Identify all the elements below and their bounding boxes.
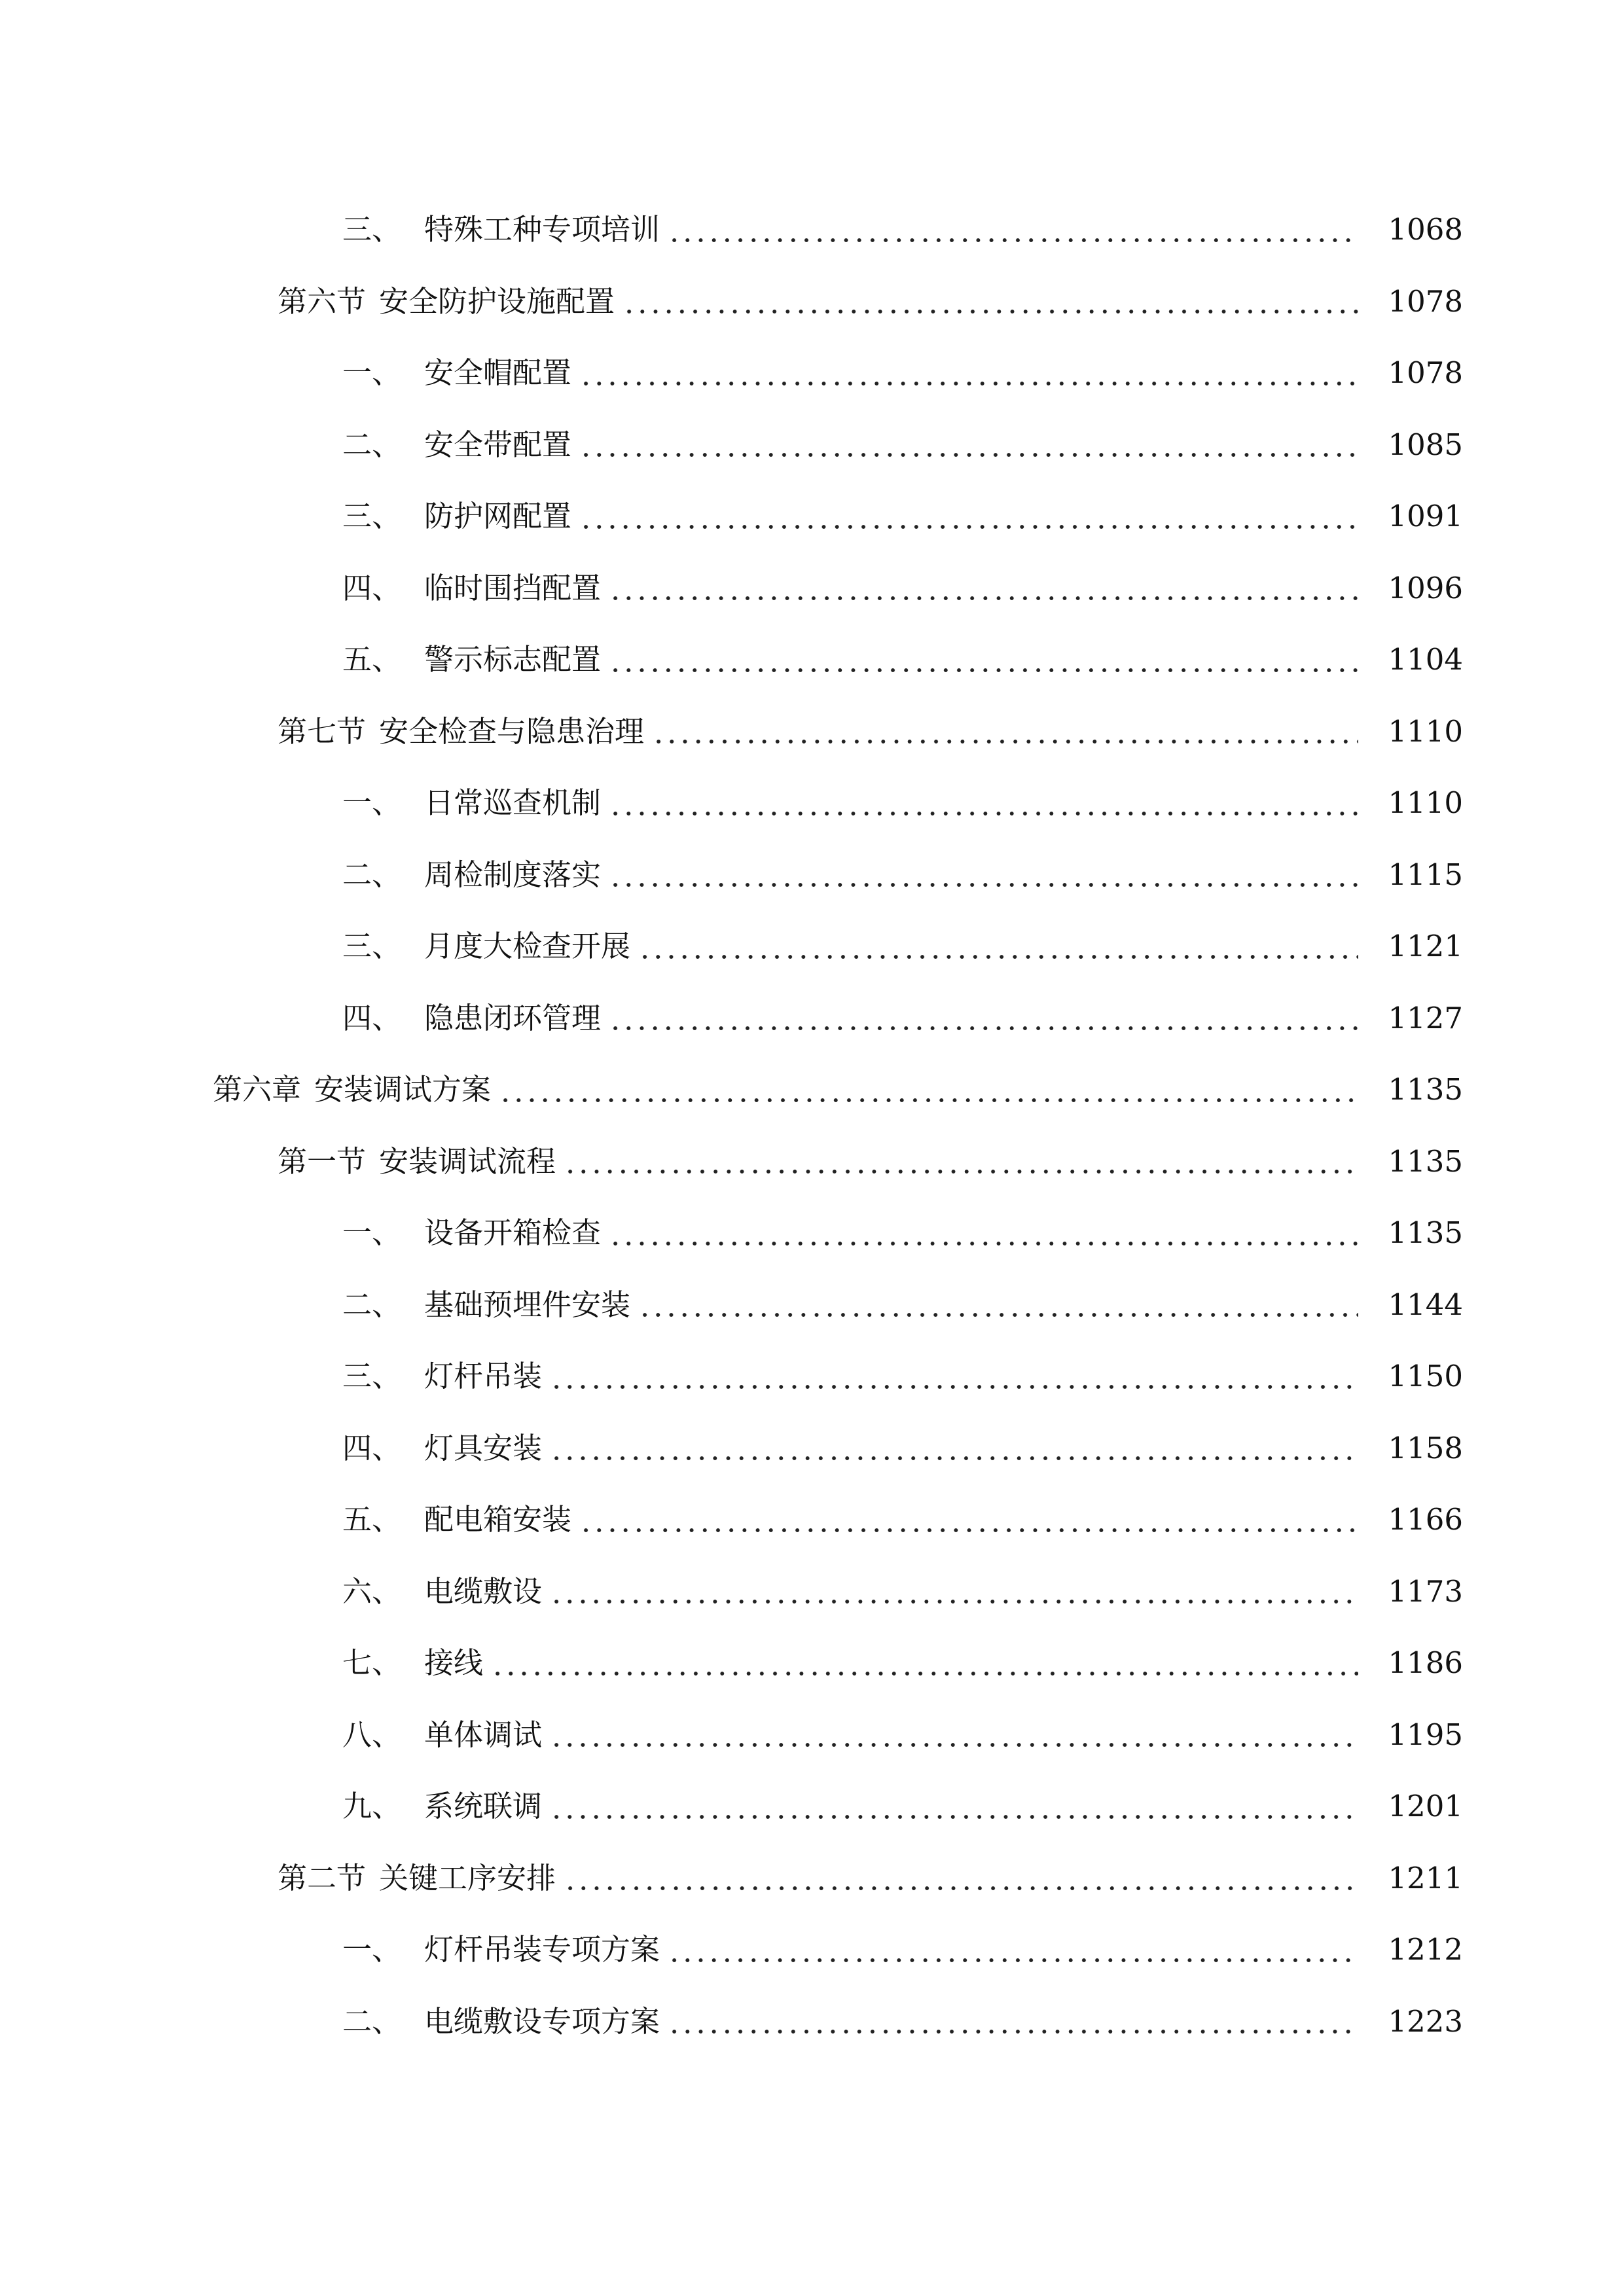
toc-entry-number: 一、: [342, 355, 402, 391]
toc-entry-label: [342, 785, 602, 821]
toc-entry-item[interactable]: [0, 910, 1624, 982]
toc-entry-title: 电缆敷设: [424, 1573, 543, 1609]
dot-leader: [550, 1792, 1358, 1821]
dot-leader: [609, 789, 1358, 817]
toc-entry-number: 第六章: [213, 1072, 302, 1107]
toc-entry-label: [342, 212, 660, 247]
toc-entry-number: 三、: [342, 212, 402, 247]
toc-entry-title: 设备开箱检查: [424, 1215, 602, 1251]
toc-entry-label: [342, 1573, 543, 1609]
toc-entry-page-number: 1104: [1388, 642, 1463, 677]
toc-entry-page-number: 1115: [1388, 857, 1463, 892]
toc-entry-item[interactable]: [0, 624, 1624, 696]
dot-leader: [652, 717, 1358, 745]
toc-entry-number: 第一节: [278, 1143, 367, 1179]
toc-entry-page-number: 1110: [1388, 785, 1463, 821]
toc-entry-label: [342, 1932, 660, 1967]
toc-entry-label: [342, 427, 572, 462]
toc-entry-title: 安全检查与隐患治理: [379, 713, 645, 749]
dot-leader: [550, 1720, 1358, 1749]
toc-entry-title: 配电箱安装: [424, 1502, 572, 1537]
toc-entry-section[interactable]: [0, 1842, 1624, 1914]
toc-entry-page-number: 1144: [1388, 1287, 1463, 1322]
toc-entry-section[interactable]: [0, 266, 1624, 338]
toc-entry-title: 警示标志配置: [424, 642, 602, 677]
toc-entry-item[interactable]: [0, 982, 1624, 1054]
toc-entry-title: 基础预埋件安装: [424, 1287, 631, 1322]
toc-entry-page-number: 1078: [1388, 355, 1463, 391]
dot-leader: [638, 932, 1358, 961]
toc-entry-title: 周检制度落实: [424, 857, 602, 892]
dot-leader: [623, 287, 1358, 315]
toc-entry-page-number: 1127: [1388, 1000, 1463, 1035]
toc-entry-number: 四、: [342, 1430, 402, 1465]
toc-entry-item[interactable]: [0, 1484, 1624, 1556]
toc-entry-title: 安全防护设施配置: [379, 283, 615, 319]
toc-entry-title: 安装调试流程: [379, 1143, 556, 1179]
toc-entry-title: 特殊工种专项培训: [424, 212, 660, 247]
toc-entry-label: [278, 713, 645, 749]
toc-entry-section[interactable]: [0, 696, 1624, 768]
toc-entry-label: [278, 1860, 556, 1895]
toc-entry-label: [278, 283, 615, 319]
toc-entry-item[interactable]: [0, 839, 1624, 911]
toc-entry-item[interactable]: [0, 1197, 1624, 1269]
toc-entry-page-number: 1173: [1388, 1573, 1463, 1609]
toc-entry-page-number: 1135: [1388, 1143, 1463, 1179]
dot-leader: [491, 1649, 1358, 1677]
toc-entry-item[interactable]: [0, 767, 1624, 839]
toc-entry-title: 安全帽配置: [424, 355, 572, 391]
toc-entry-number: 一、: [342, 1215, 402, 1251]
toc-entry-number: 四、: [342, 570, 402, 605]
toc-entry-number: 八、: [342, 1717, 402, 1752]
toc-entry-number: 一、: [342, 1932, 402, 1967]
toc-entry-page-number: 1150: [1388, 1359, 1463, 1394]
toc-entry-number: 三、: [342, 1359, 402, 1394]
toc-entry-number: 二、: [342, 427, 402, 462]
toc-entry-page-number: 1166: [1388, 1502, 1463, 1537]
toc-entry-title: 关键工序安排: [379, 1860, 556, 1895]
toc-entry-number: 三、: [342, 499, 402, 534]
toc-entry-title: 单体调试: [424, 1717, 543, 1752]
toc-entry-label: [278, 1143, 556, 1179]
toc-entry-page-number: 1135: [1388, 1215, 1463, 1251]
toc-entry-title: 月度大检查开展: [424, 929, 631, 964]
toc-entry-item[interactable]: [0, 409, 1624, 481]
toc-entry-item[interactable]: [0, 1340, 1624, 1412]
dot-leader: [579, 1505, 1358, 1534]
toc-entry-label: [342, 1789, 543, 1824]
toc-entry-item[interactable]: [0, 1770, 1624, 1842]
toc-entry-page-number: 1091: [1388, 499, 1463, 534]
toc-entry-item[interactable]: [0, 1627, 1624, 1699]
dot-leader: [668, 1935, 1358, 1964]
toc-entry-page-number: 1135: [1388, 1072, 1463, 1107]
toc-entry-item[interactable]: [0, 1699, 1624, 1771]
toc-entry-label: [342, 1287, 631, 1322]
dot-leader: [609, 1003, 1358, 1032]
toc-entry-item[interactable]: [0, 552, 1624, 624]
toc-entry-page-number: 1223: [1388, 2003, 1463, 2039]
toc-entry-page-number: 1078: [1388, 283, 1463, 319]
toc-entry-page-number: 1186: [1388, 1645, 1463, 1681]
toc-entry-section[interactable]: [0, 1126, 1624, 1198]
dot-leader: [609, 1219, 1358, 1247]
toc-entry-label: [342, 857, 602, 892]
toc-entry-page-number: 1201: [1388, 1789, 1463, 1824]
toc-entry-page-number: 1096: [1388, 570, 1463, 605]
toc-entry-title: 防护网配置: [424, 499, 572, 534]
toc-entry-number: 六、: [342, 1573, 402, 1609]
dot-leader: [564, 1147, 1358, 1175]
dot-leader: [579, 430, 1358, 459]
toc-entry-title: 安全带配置: [424, 427, 572, 462]
toc-entry-number: 二、: [342, 857, 402, 892]
toc-entry-label: [342, 2003, 660, 2039]
toc-entry-label: [342, 1717, 543, 1752]
toc-entry-number: 一、: [342, 785, 402, 821]
toc-entry-page-number: 1158: [1388, 1430, 1463, 1465]
toc-entry-page-number: 1085: [1388, 427, 1463, 462]
toc-entry-number: 二、: [342, 1287, 402, 1322]
toc-entry-number: 三、: [342, 929, 402, 964]
toc-entry-number: 七、: [342, 1645, 402, 1681]
toc-entry-item[interactable]: [0, 1412, 1624, 1484]
toc-entry-label: [342, 570, 602, 605]
toc-entry-label: [213, 1072, 492, 1107]
toc-entry-title: 隐患闭环管理: [424, 1000, 602, 1035]
toc-entry-item[interactable]: [0, 1556, 1624, 1628]
dot-leader: [499, 1075, 1358, 1104]
dot-leader: [579, 502, 1358, 531]
toc-entry-title: 灯杆吊装专项方案: [424, 1932, 660, 1967]
toc-entry-number: 四、: [342, 1000, 402, 1035]
toc-entry-label: [342, 642, 602, 677]
dot-leader: [550, 1577, 1358, 1605]
toc-entry-chapter[interactable]: [0, 1054, 1624, 1126]
toc-entry-label: [342, 499, 572, 534]
toc-entry-page-number: 1068: [1388, 212, 1463, 247]
dot-leader: [550, 1433, 1358, 1462]
toc-entry-page-number: 1195: [1388, 1717, 1463, 1752]
toc-entry-title: 系统联调: [424, 1789, 543, 1824]
toc-entry-number: 五、: [342, 642, 402, 677]
toc-entry-item[interactable]: [0, 1269, 1624, 1341]
toc-entry-page-number: 1212: [1388, 1932, 1463, 1967]
dot-leader: [550, 1362, 1358, 1391]
toc-entry-item[interactable]: [0, 194, 1624, 266]
toc-entry-item[interactable]: [0, 480, 1624, 552]
toc-entry-title: 灯具安装: [424, 1430, 543, 1465]
dot-leader: [609, 645, 1358, 674]
toc-entry-label: [342, 1502, 572, 1537]
toc-entry-page-number: 1211: [1388, 1860, 1463, 1895]
toc-entry-number: 第二节: [278, 1860, 367, 1895]
toc-entry-page-number: 1121: [1388, 929, 1463, 964]
toc-entry-title: 临时围挡配置: [424, 570, 602, 605]
table-of-contents: [0, 194, 1624, 2057]
toc-entry-title: 安装调试方案: [314, 1072, 492, 1107]
toc-entry-item[interactable]: [0, 1914, 1624, 1986]
dot-leader: [668, 215, 1358, 244]
toc-entry-label: [342, 1430, 543, 1465]
toc-entry-label: [342, 1359, 543, 1394]
toc-entry-title: 接线: [424, 1645, 484, 1681]
toc-entry-label: [342, 355, 572, 391]
dot-leader: [609, 573, 1358, 602]
dot-leader: [638, 1290, 1358, 1319]
toc-entry-title: 日常巡查机制: [424, 785, 602, 821]
toc-entry-item[interactable]: [0, 337, 1624, 409]
toc-entry-item[interactable]: [0, 1986, 1624, 2058]
toc-entry-number: 九、: [342, 1789, 402, 1824]
dot-leader: [668, 2007, 1358, 2036]
toc-entry-label: [342, 1645, 484, 1681]
toc-entry-label: [342, 1215, 602, 1251]
dot-leader: [579, 359, 1358, 387]
dot-leader: [609, 860, 1358, 889]
dot-leader: [564, 1863, 1358, 1892]
toc-entry-number: 二、: [342, 2003, 402, 2039]
toc-entry-title: 灯杆吊装: [424, 1359, 543, 1394]
toc-entry-number: 第六节: [278, 283, 367, 319]
toc-entry-title: 电缆敷设专项方案: [424, 2003, 660, 2039]
toc-entry-number: 五、: [342, 1502, 402, 1537]
toc-entry-page-number: 1110: [1388, 713, 1463, 749]
toc-entry-number: 第七节: [278, 713, 367, 749]
toc-entry-label: [342, 929, 631, 964]
toc-entry-label: [342, 1000, 602, 1035]
